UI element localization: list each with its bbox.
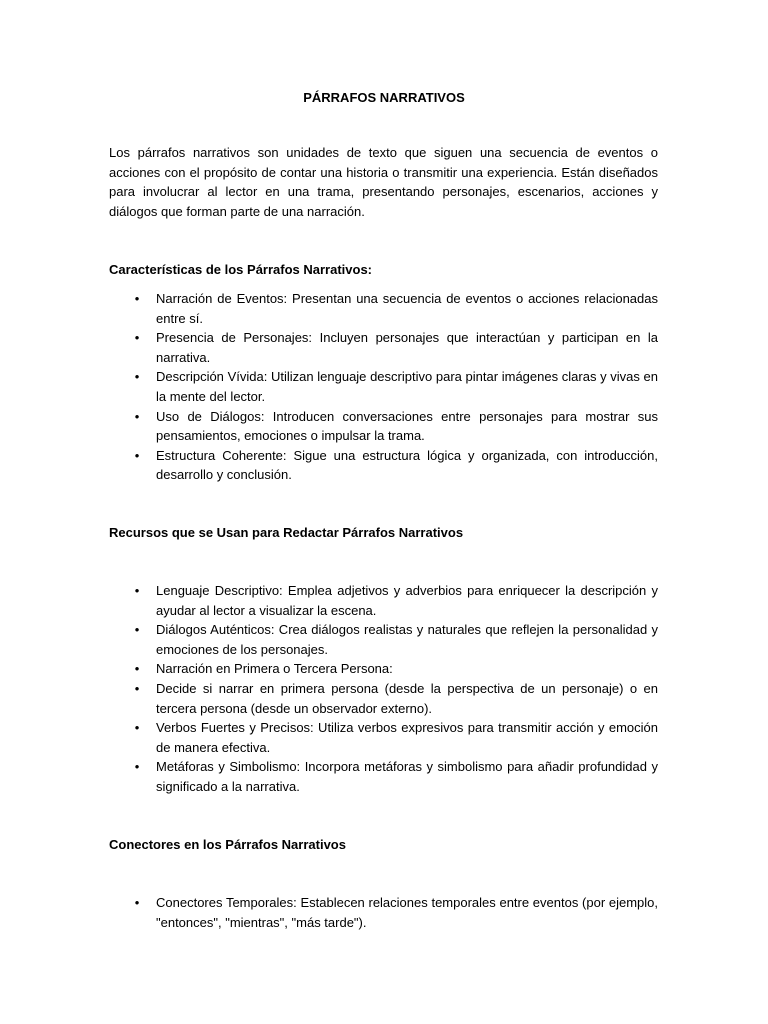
intro-paragraph: Los párrafos narrativos son unidades de texto que siguen una secuencia de eventos o acciones con el propósito de contar una historia o transmitir una experiencia. Están diseñados para involucrar al lector en una trama, presentando personajes, escenarios, acciones y diálogos que forman parte de una narración.: [109, 145, 658, 219]
list-item-text: Narración de Eventos: Presentan una secuencia de eventos o acciones relacionadas entre sí.: [156, 291, 658, 326]
bullet-icon: •: [134, 583, 140, 598]
list-item: [109, 893, 658, 932]
list-item-text: Descripción Vívida: Utilizan lenguaje descriptivo para pintar imágenes claras y vivas en la mente del lector.: [156, 369, 658, 404]
list-item: [109, 659, 658, 679]
list-item: [109, 367, 658, 406]
bullet-list-caracteristicas: [109, 289, 658, 485]
bullet-icon: •: [134, 622, 140, 638]
bullet-icon: •: [134, 661, 140, 677]
list-item: [109, 407, 658, 446]
list-item: [109, 679, 658, 718]
bullet-icon: •: [134, 291, 140, 306]
bullet-icon: •: [134, 720, 140, 736]
list-item: [109, 446, 658, 485]
list-item-text: Decide si narrar en primera persona (desde la perspectiva de un personaje) o en tercera persona (desde un observador externo).: [156, 680, 658, 716]
list-item-text: Lenguaje Descriptivo: Emplea adjetivos y adverbios para enriquecer la descripción y ayudar al lector a visualizar la escena.: [156, 583, 658, 618]
list-item-text: Uso de Diálogos: Introducen conversaciones entre personajes para mostrar sus pensamientos, emociones o impulsar la trama.: [156, 408, 658, 444]
bullet-icon: •: [134, 369, 140, 385]
list-item: [109, 328, 658, 367]
section-heading-caracteristicas: Características de los Párrafos Narrativos:: [109, 262, 373, 277]
bullet-icon: •: [134, 895, 140, 910]
section-heading-conectores: Conectores en los Párrafos Narrativos: [109, 837, 346, 852]
list-item-text: Estructura Coherente: Sigue una estructura lógica y organizada, con introducción, desarrollo y conclusión.: [156, 447, 658, 483]
list-item-text: Narración en Primera o Tercera Persona:: [156, 661, 393, 677]
list-item-text: Metáforas y Simbolismo: Incorpora metáforas y simbolismo para añadir profundidad y significado a la narrativa.: [156, 759, 658, 794]
section-heading-recursos: Recursos que se Usan para Redactar Párrafos Narrativos: [109, 525, 464, 540]
bullet-icon: •: [134, 759, 140, 775]
bullet-icon: •: [134, 447, 140, 463]
list-item-text: Verbos Fuertes y Precisos: Utiliza verbos expresivos para transmitir acción y emoción de manera efectiva.: [156, 720, 658, 755]
bullet-icon: •: [134, 680, 140, 696]
list-item: [109, 757, 658, 796]
list-item: [109, 620, 658, 659]
list-item: [109, 581, 658, 620]
list-item-text: Presencia de Personajes: Incluyen personajes que interactúan y participan en la narrativa.: [156, 330, 658, 365]
list-item-text: Conectores Temporales: Establecen relaciones temporales entre eventos (por ejemplo, "entonces", "mientras", "más tarde").: [156, 895, 658, 930]
document-title: PÁRRAFOS NARRATIVOS: [303, 90, 465, 105]
bullet-list-recursos: [109, 581, 658, 797]
list-item: [109, 718, 658, 757]
list-item: [109, 289, 658, 328]
bullet-icon: •: [134, 408, 140, 424]
list-item-text: Diálogos Auténticos: Crea diálogos realistas y naturales que reflejen la personalidad y emociones de los personajes.: [156, 622, 658, 657]
bullet-icon: •: [134, 330, 140, 346]
bullet-list-conectores: [109, 893, 658, 932]
